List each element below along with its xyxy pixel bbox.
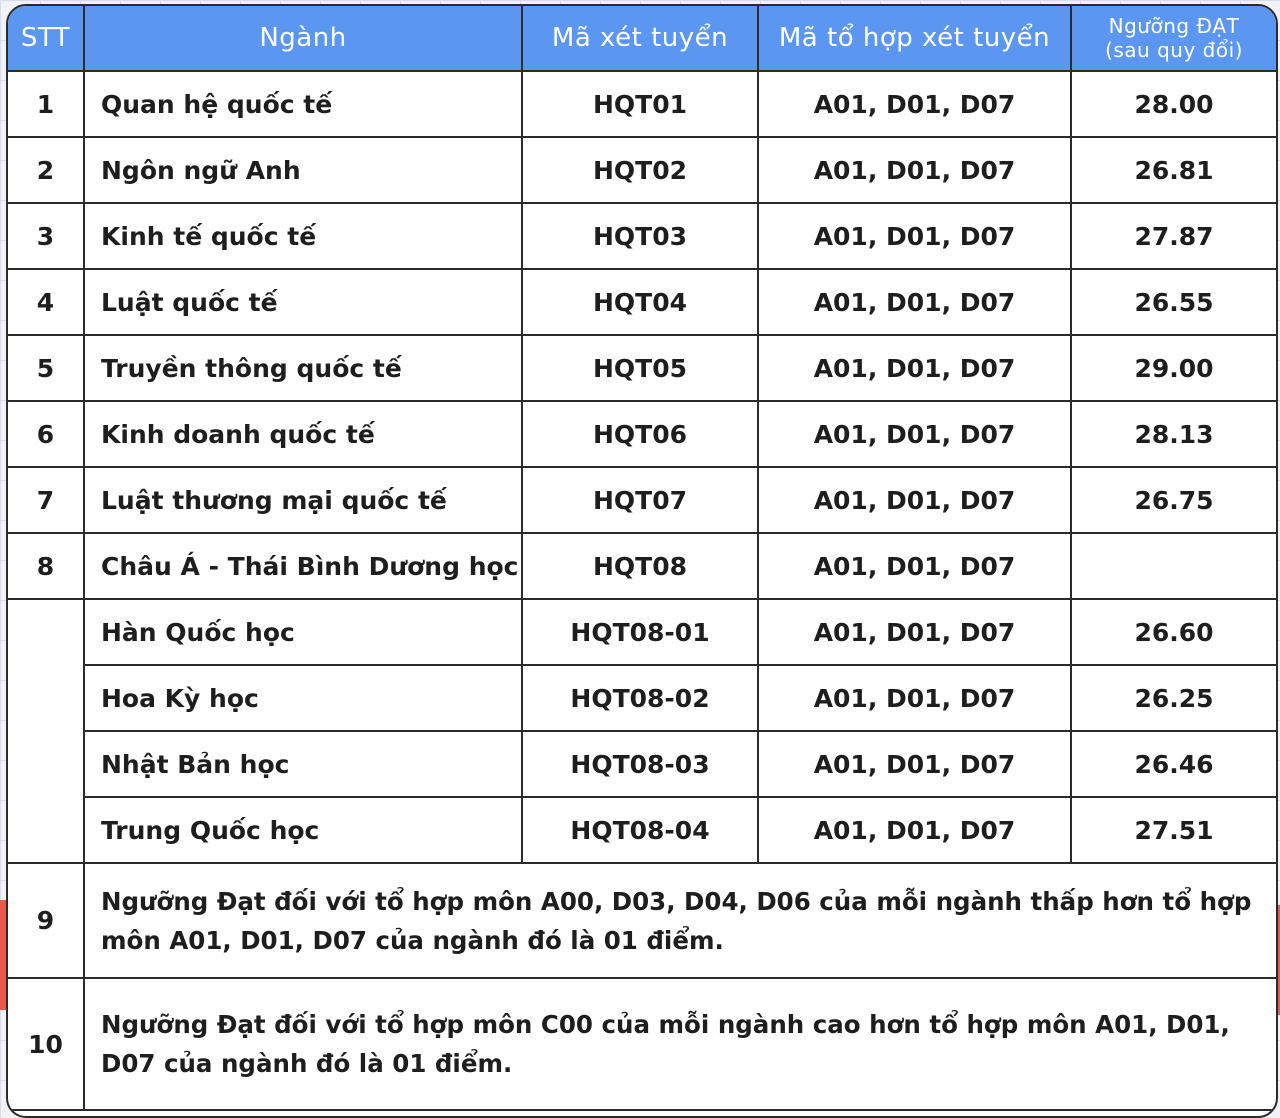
table-row bbox=[8, 137, 1276, 203]
cell-to-hop: A01, D01, D07 bbox=[758, 533, 1071, 599]
cell-nganh: Hoa Kỳ học bbox=[84, 665, 522, 731]
cell-stt: 9 bbox=[8, 863, 84, 978]
cell-ma: HQT07 bbox=[522, 467, 758, 533]
cell-to-hop: A01, D01, D07 bbox=[758, 203, 1071, 269]
cell-nganh: Luật thương mại quốc tế bbox=[84, 467, 522, 533]
cell-nguong bbox=[1071, 533, 1276, 599]
cell-nguong: 27.87 bbox=[1071, 203, 1276, 269]
table-row bbox=[8, 401, 1276, 467]
cell-nganh: Quan hệ quốc tế bbox=[84, 71, 522, 137]
header-nganh: Ngành bbox=[84, 6, 522, 71]
cell-stt: 8 bbox=[8, 533, 84, 599]
cell-to-hop: A01, D01, D07 bbox=[758, 71, 1071, 137]
header-ma-xet-tuyen: Mã xét tuyển bbox=[522, 6, 758, 71]
cell-ma: HQT02 bbox=[522, 137, 758, 203]
cell-stt: 2 bbox=[8, 137, 84, 203]
cell-nganh: Kinh tế quốc tế bbox=[84, 203, 522, 269]
cell-stt: 7 bbox=[8, 467, 84, 533]
cell-nguong: 26.55 bbox=[1071, 269, 1276, 335]
cell-to-hop: A01, D01, D07 bbox=[758, 335, 1071, 401]
table-row bbox=[8, 71, 1276, 137]
cell-nganh: Luật quốc tế bbox=[84, 269, 522, 335]
cell-nguong: 26.75 bbox=[1071, 467, 1276, 533]
cell-note-text: Ngưỡng Đạt đối với tổ hợp môn A00, D03, D04, D06 của mỗi ngành thấp hơn tổ hợp môn A01, D01, D07 của ngành đó là 01 điểm. bbox=[84, 863, 1276, 978]
cell-ma: HQT08-02 bbox=[522, 665, 758, 731]
cell-ma: HQT08 bbox=[522, 533, 758, 599]
cell-nguong: 27.51 bbox=[1071, 797, 1276, 863]
cell-ma: HQT04 bbox=[522, 269, 758, 335]
cell-stt: 6 bbox=[8, 401, 84, 467]
cell-to-hop: A01, D01, D07 bbox=[758, 665, 1071, 731]
cell-nganh: Nhật Bản học bbox=[84, 731, 522, 797]
cell-ma: HQT08-01 bbox=[522, 599, 758, 665]
cell-ma: HQT08-04 bbox=[522, 797, 758, 863]
table-row bbox=[8, 335, 1276, 401]
cell-to-hop: A01, D01, D07 bbox=[758, 401, 1071, 467]
cell-note-text: Ngưỡng Đạt đối với tổ hợp môn C00 của mỗi ngành cao hơn tổ hợp môn A01, D01, D07 của ngành đó là 01 điểm. bbox=[84, 978, 1276, 1110]
table-row bbox=[8, 269, 1276, 335]
cell-nguong: 29.00 bbox=[1071, 335, 1276, 401]
cell-nguong: 26.60 bbox=[1071, 599, 1276, 665]
cell-ma: HQT01 bbox=[522, 71, 758, 137]
table-subrow bbox=[8, 797, 1276, 863]
cell-stt: 10 bbox=[8, 978, 84, 1110]
cell-nganh: Ngôn ngữ Anh bbox=[84, 137, 522, 203]
cell-stt: 3 bbox=[8, 203, 84, 269]
cell-to-hop: A01, D01, D07 bbox=[758, 269, 1071, 335]
cell-nganh: Hàn Quốc học bbox=[84, 599, 522, 665]
table-subrow bbox=[8, 731, 1276, 797]
header-nguong-line2: (sau quy đổi) bbox=[1105, 38, 1243, 62]
table-row bbox=[8, 533, 1276, 599]
cell-ma: HQT08-03 bbox=[522, 731, 758, 797]
cell-stt: 4 bbox=[8, 269, 84, 335]
table-row bbox=[8, 203, 1276, 269]
cell-to-hop: A01, D01, D07 bbox=[758, 137, 1071, 203]
cell-to-hop: A01, D01, D07 bbox=[758, 467, 1071, 533]
cell-to-hop: A01, D01, D07 bbox=[758, 731, 1071, 797]
header-row bbox=[8, 6, 1276, 71]
cell-ma: HQT06 bbox=[522, 401, 758, 467]
cell-nganh: Châu Á - Thái Bình Dương học bbox=[84, 533, 522, 599]
header-stt: STT bbox=[8, 6, 84, 71]
header-nguong-line1: Ngưỡng ĐẠT bbox=[1108, 14, 1240, 38]
admission-threshold-table bbox=[8, 6, 1276, 1111]
cell-stt: 5 bbox=[8, 335, 84, 401]
cell-stt: 1 bbox=[8, 71, 84, 137]
header-nguong bbox=[1071, 6, 1276, 71]
table-subrow bbox=[8, 599, 1276, 665]
header-ma-to-hop: Mã tổ hợp xét tuyển bbox=[758, 6, 1071, 71]
table-subrow bbox=[8, 665, 1276, 731]
note-row bbox=[8, 978, 1276, 1110]
cell-nguong: 28.00 bbox=[1071, 71, 1276, 137]
cell-ma: HQT03 bbox=[522, 203, 758, 269]
admission-table-card bbox=[6, 4, 1278, 1118]
cell-to-hop: A01, D01, D07 bbox=[758, 599, 1071, 665]
cell-ma: HQT05 bbox=[522, 335, 758, 401]
cell-stt-empty bbox=[8, 599, 84, 863]
cell-nganh: Kinh doanh quốc tế bbox=[84, 401, 522, 467]
cell-nguong: 26.46 bbox=[1071, 731, 1276, 797]
cell-nganh: Truyền thông quốc tế bbox=[84, 335, 522, 401]
cell-to-hop: A01, D01, D07 bbox=[758, 797, 1071, 863]
cell-nganh: Trung Quốc học bbox=[84, 797, 522, 863]
cell-nguong: 26.81 bbox=[1071, 137, 1276, 203]
cell-nguong: 28.13 bbox=[1071, 401, 1276, 467]
cell-nguong: 26.25 bbox=[1071, 665, 1276, 731]
note-row bbox=[8, 863, 1276, 978]
table-row bbox=[8, 467, 1276, 533]
